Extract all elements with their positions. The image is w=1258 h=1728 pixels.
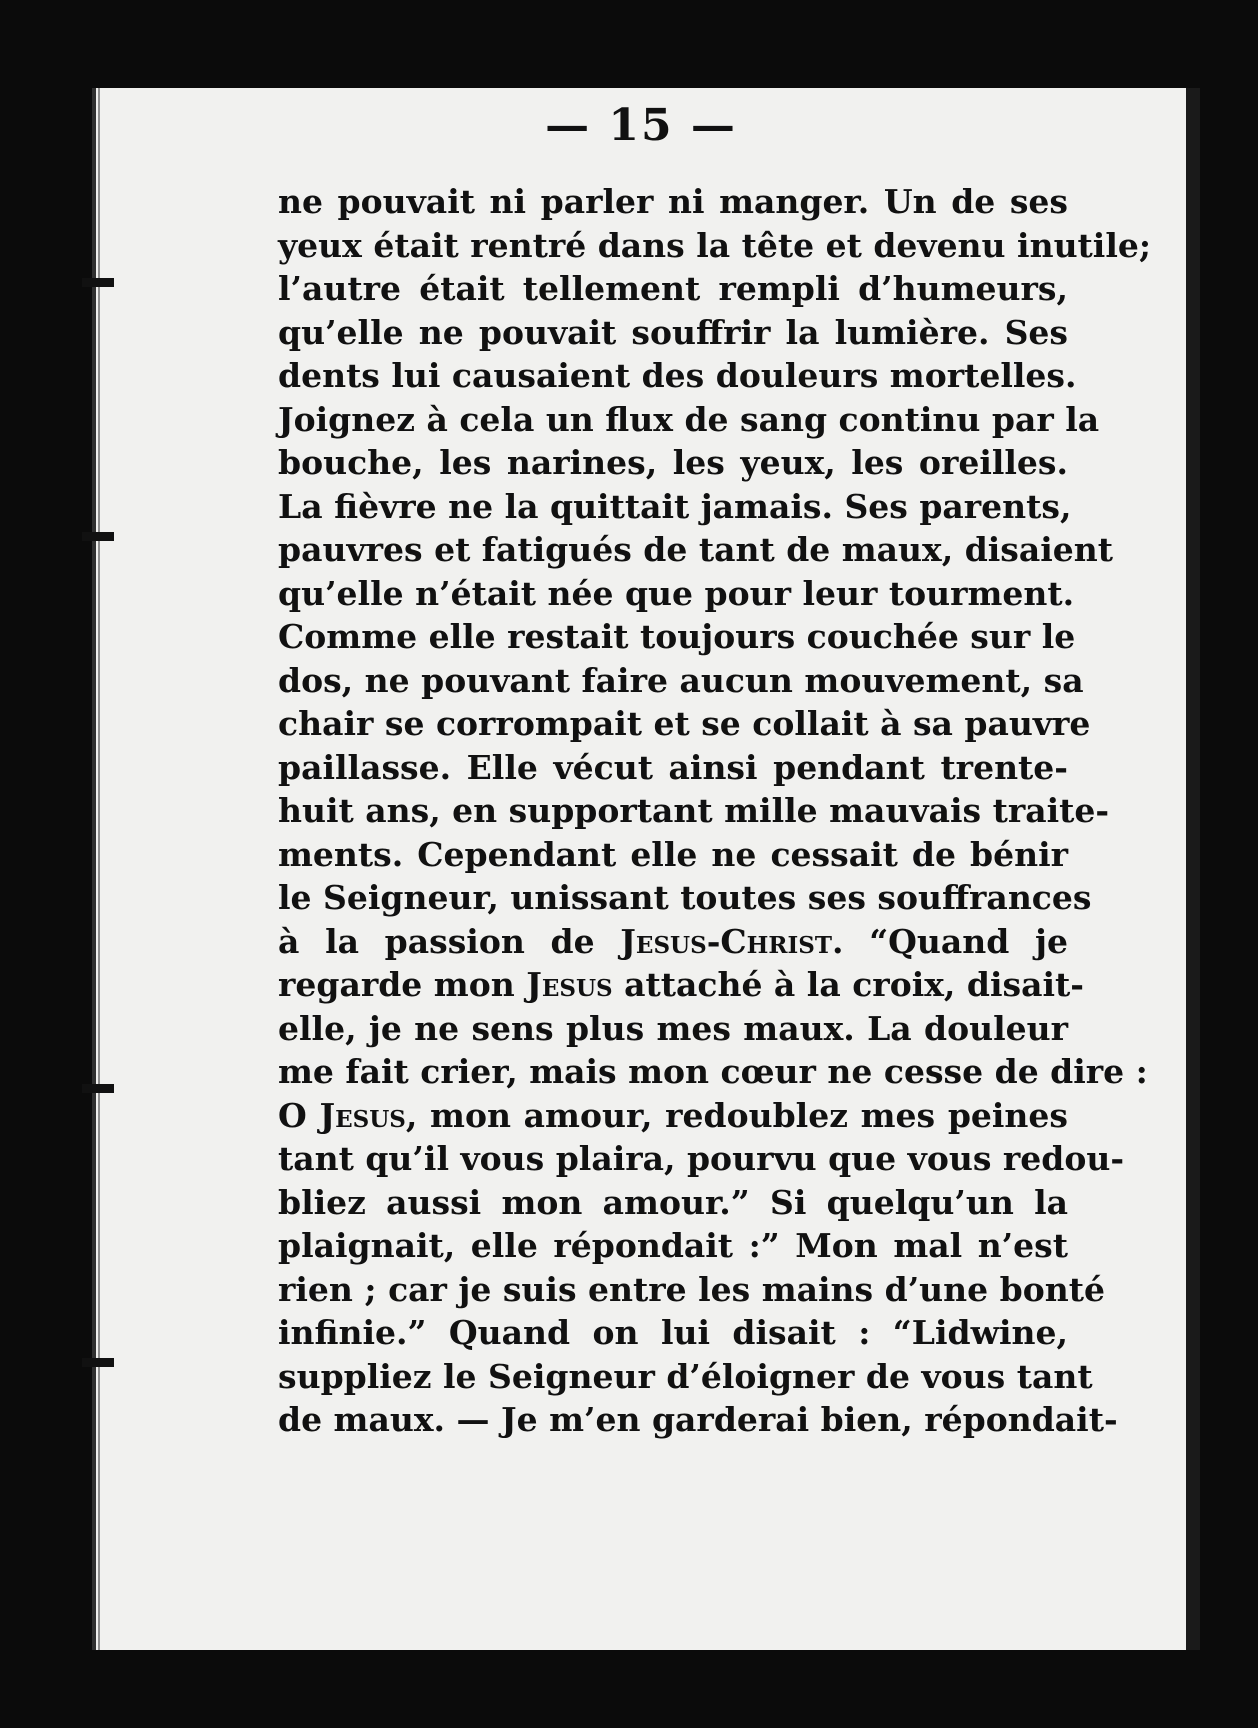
text-line: de maux. — Je m’en garderai bien, répondait- — [278, 1400, 1118, 1439]
text-line: suppliez le Seigneur d’éloigner de vous tant — [278, 1356, 1093, 1396]
text-line: le Seigneur, unissant toutes ses souffrances — [278, 878, 1092, 917]
text-line: Comme elle restait toujours couchée sur le — [278, 617, 1076, 656]
text-line: La fièvre ne la quittait jamais. Ses parents, — [278, 486, 1072, 526]
text-segment: , mon amour, redoublez mes peines — [405, 1095, 1068, 1135]
text-line: qu’elle ne pouvait souffrir la lumière. Ses — [278, 312, 1068, 352]
book-page — [92, 88, 1200, 1650]
text-line: rien ; car je suis entre les mains d’une bonté — [278, 1269, 1105, 1309]
text-line: Joignez à cela un flux de sang continu par la — [278, 399, 1100, 439]
text-line: dos, ne pouvant faire aucun mouvement, sa — [278, 660, 1084, 700]
text-line — [278, 1094, 1068, 1138]
text-line: qu’elle n’était née que pour leur tourment. — [278, 573, 1075, 613]
text-line: infinie.” Quand on lui disait : “Lidwine, — [278, 1313, 1068, 1352]
text-segment: . “Quand je — [832, 921, 1068, 961]
text-line: bouche, les narines, les yeux, les oreilles. — [278, 443, 1068, 482]
text-segment: regarde mon — [278, 965, 527, 1004]
text-segment: attaché à la croix, disait- — [612, 965, 1084, 1004]
text-line: yeux était rentré dans la tête et devenu inutile; — [278, 225, 1152, 265]
text-segment: à la passion de — [278, 921, 621, 961]
small-caps-name: Jesus — [319, 1095, 406, 1135]
text-line — [278, 963, 1084, 1007]
text-line: ments. Cependant elle ne cessait de bénir — [278, 834, 1068, 874]
body-text — [278, 180, 1152, 1442]
binding-mark — [82, 278, 114, 287]
gutter-line — [98, 88, 100, 1650]
text-line: l’autre était tellement rempli d’humeurs, — [278, 269, 1068, 308]
text-line: huit ans, en supportant mille mauvais traite- — [278, 791, 1110, 830]
text-line: plaignait, elle répondait :” Mon mal n’est — [278, 1226, 1068, 1265]
page-number: — 15 — — [545, 100, 737, 151]
binding-mark — [82, 1358, 114, 1367]
text-line: dents lui causaient des douleurs mortelles. — [278, 356, 1077, 395]
text-line: paillasse. Elle vécut ainsi pendant trente- — [278, 747, 1068, 787]
binding-mark — [82, 532, 114, 541]
binding-mark — [82, 1084, 114, 1093]
text-line: ne pouvait ni parler ni manger. Un de ses — [278, 182, 1068, 221]
text-line: tant qu’il vous plaira, pourvu que vous redou- — [278, 1139, 1125, 1178]
small-caps-name: Jesus — [526, 965, 613, 1004]
text-line: elle, je ne sens plus mes maux. La douleur — [278, 1008, 1068, 1048]
text-segment: O — [278, 1095, 320, 1135]
text-line — [278, 920, 1068, 964]
small-caps-name: Jesus-Christ — [620, 921, 833, 961]
text-line: chair se corrompait et se collait à sa pauvre — [278, 704, 1091, 743]
text-line: bliez aussi mon amour.” Si quelqu’un la — [278, 1182, 1068, 1222]
text-line: me fait crier, mais mon cœur ne cesse de dire : — [278, 1052, 1148, 1091]
text-line: pauvres et fatigués de tant de maux, disaient — [278, 530, 1114, 569]
